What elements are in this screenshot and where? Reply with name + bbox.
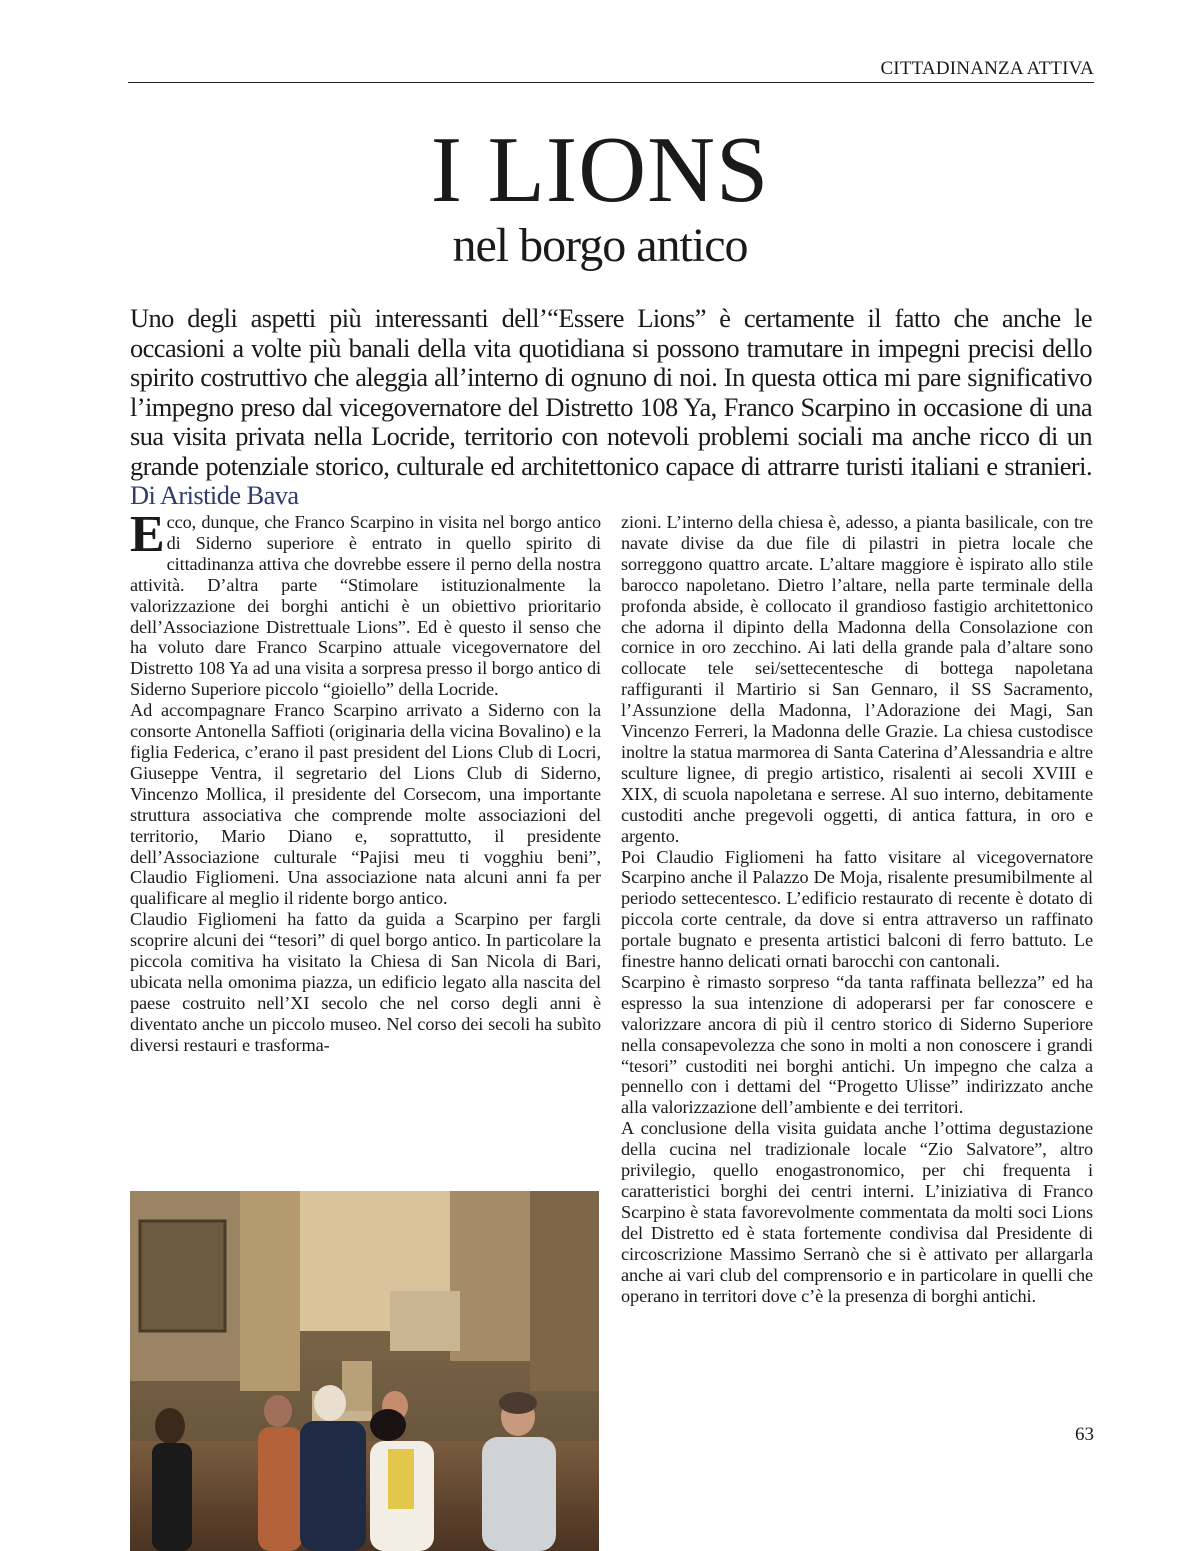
right-column (621, 512, 1093, 1306)
header-rule (128, 82, 1094, 83)
section-label: CITTADINANZA ATTIVA (880, 58, 1094, 79)
article-title: I LIONS (430, 118, 770, 222)
article-subtitle: nel borgo antico (452, 219, 748, 272)
page-number: 63 (1075, 1424, 1094, 1445)
lead-text: Uno degli aspetti più interessanti dell’“Essere Lions” è certamente il fatto che anche le occasioni a volte più banali della vita quotidiana si possono tramutare in impegni precisi dello spirito costruttivo che aleggia all’interno di ognuno di noi. In questa ottica mi pare significativo l’impegno preso dal vicegovernatore del Distretto 108 Ya, Franco Scarpino in occasione di una sua visita privata nella Locride, territorio con notevoli problemi sociali ma anche ricco di un grande potenziale storico, culturale ed architettonico capace di attrarre turisti italiani e stranieri. (130, 303, 1092, 481)
paragraph: A conclusione della visita guidata anche l’ottima degustazione della cucina nel tradizionale locale “Zio Salvatore”, altro privilegio, quello enogastronomico, per chi frequenta i caratteristici borghi dei centri interni. L’iniziativa di Franco Scarpino è stata favorevolmente commentata da molti soci Lions del Distretto ed è stata fortemente condivisa dal Presidente di circoscrizione Massimo Serranò che si è attivato per allargarla anche ai vari club del comprensorio e in particolare in quelli che operano in territori dove c’è la presenza di borghi antichi. (621, 1118, 1093, 1306)
left-column (130, 506, 601, 1056)
paragraph (130, 506, 601, 700)
paragraph: zioni. L’interno della chiesa è, adesso, a pianta basilicale, con tre navate divise da due file di pilastri in pietra locale che sorreggono quattro arcate. L’altare maggiore è ispirato allo stile barocco napoletano. Dietro l’altare, nella parte terminale della profonda abside, è collocato il grandioso fastigio architettonico che adorna il dipinto della Madonna della Consolazione con cornice in oro zecchino. Ai lati della grande pala d’altare sono collocate tele sei/settecentesche di bottega napoletana raffiguranti il Martirio si San Gennaro, il SS Sacramento, l’Assunzione della Madonna, l’Adorazione dei Magi, San Vincenzo Ferreri, la Madonna delle Grazie. La chiesa custodisce inoltre la statua marmorea di Santa Caterina d’Alessandria e altre sculture lignee, di pregio artistico, risalenti ai secoli XVIII e XIX, di scuola napoletana e serrese. Al suo interno, debitamente custoditi anche pregevoli oggetti, di antica fattura, in oro e argento. (621, 512, 1093, 846)
paragraph: Poi Claudio Figliomeni ha fatto visitare al vicegovernatore Scarpino anche il Palazzo De Moja, risalente presumibilmente al periodo settecentesco. L’edificio restaurato di recente è dotato di piccola corte centrale, da dove si entra attraverso un raffinato portale bugnato e presenta artistici balconi di ferro battuto. Le finestre hanno delicati ornati barocchi con cantonali. (621, 846, 1093, 972)
byline: Di Aristide Bava (130, 480, 299, 510)
paragraph: Ad accompagnare Franco Scarpino arrivato a Siderno con la consorte Antonella Saffioti (originaria della vicina Bovalino) e la figlia Federica, c’erano il past president del Lions Club di Locri, Giuseppe Ventra, il segretario del Lions Club di Siderno, Vincenzo Mollica, il presidente del Corsecom, una importante struttura associativa che comprende molte associazioni del territorio, Mario Diano e, soprattutto, il presidente dell’Associazione culturale “Pajisi meu ti vogghiu beni”, Claudio Figliomeni. Una associazione nata alcuni anni fa per qualificare al meglio il ridente borgo antico. (130, 700, 601, 909)
church-interior-photo-icon (130, 1191, 599, 1551)
article-lead (130, 304, 1092, 511)
article-photo (130, 1191, 599, 1551)
paragraph: Scarpino è rimasto sorpreso “da tanta raffinata bellezza” ed ha espresso la sua intenzione di adoperarsi per far conoscere e valorizzare ancora di più il centro storico di Siderno Superiore nella consapevolezza che sono in molti a non conoscere i grandi “tesori” custoditi nei borghi antichi. Un impegno che calza a pennello con i dettami del “Progetto Ulisse” indirizzato anche alla valorizzazione dell’ambiente e dei territori. (621, 971, 1093, 1118)
paragraph-text: cco, dunque, che Franco Scarpino in visita nel borgo antico di Siderno superiore è entrato in quello spirito di cittadinanza attiva che dovrebbe essere il perno della nostra attività. D’altra parte “Stimolare istituzionalmente la valorizzazione dei borghi antichi è un obiettivo prioritario dell’Associazione Distrettuale Lions”. Ed è questo il senso che ha voluto dare Franco Scarpino attuale vicegovernatore del Distretto 108 Ya ad una visita a sorpresa presso il borgo antico di Siderno Superiore piccolo “gioiello” della Locride. (130, 512, 601, 700)
drop-cap: E (130, 506, 165, 563)
paragraph: Claudio Figliomeni ha fatto da guida a Scarpino per fargli scoprire alcuni dei “tesori” di quel borgo antico. In particolare la piccola comitiva ha visitato la Chiesa di San Nicola di Bari, ubicata nella omonima piazza, un edificio legato alla nascita del paese costruito nell’XI secolo che nel corso degli anni è diventato anche un piccolo museo. Nel corso dei secoli ha subìto diversi restauri e trasforma- (130, 909, 601, 1055)
